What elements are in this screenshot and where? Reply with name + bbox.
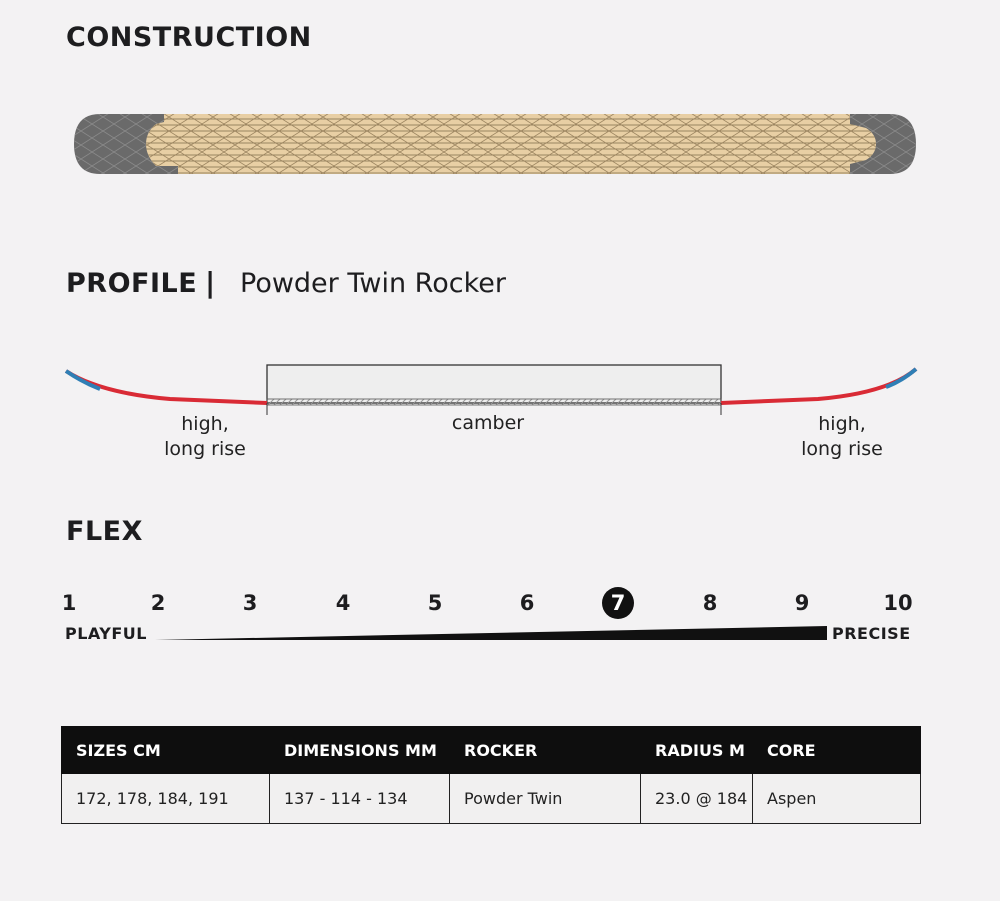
flex-value-8: 8: [702, 591, 718, 615]
header-core: CORE: [753, 727, 921, 774]
profile-heading: PROFILE: [66, 268, 198, 299]
specs-header-row: [62, 727, 921, 774]
table-row: [62, 774, 921, 824]
rise-label-right-line1: high,: [818, 413, 866, 435]
flex-value-2: 2: [150, 591, 166, 615]
profile-separator: |: [205, 266, 216, 299]
flex-value-6: 6: [519, 591, 535, 615]
flex-value-7: 7: [602, 587, 634, 619]
flex-scale: [0, 588, 1000, 618]
cell-core: Aspen: [753, 774, 921, 824]
cell-rocker: Powder Twin: [450, 774, 641, 824]
flex-playful-label: PLAYFUL: [65, 624, 147, 643]
profile-type: Powder Twin Rocker: [240, 268, 506, 299]
header-sizes: SIZES CM: [62, 727, 270, 774]
rise-label-right-line2: long rise: [801, 438, 883, 460]
rise-label-left-line1: high,: [181, 413, 229, 435]
flex-value-10: 10: [883, 591, 913, 615]
flex-value-3: 3: [242, 591, 258, 615]
cell-dimensions: 137 - 114 - 134: [270, 774, 450, 824]
flex-value-1: 1: [61, 591, 77, 615]
rise-label-right: [787, 412, 897, 462]
flex-heading: FLEX: [66, 516, 143, 547]
flex-value-9: 9: [794, 591, 810, 615]
cell-sizes: 172, 178, 184, 191: [62, 774, 270, 824]
header-rocker: ROCKER: [450, 727, 641, 774]
flex-value-4: 4: [335, 591, 351, 615]
construction-ski-illustration: [70, 110, 920, 178]
cell-radius: 23.0 @ 184: [641, 774, 753, 824]
header-dimensions: DIMENSIONS MM: [270, 727, 450, 774]
camber-label: camber: [451, 412, 525, 434]
flex-value-5: 5: [427, 591, 443, 615]
specs-table: [61, 726, 921, 824]
header-radius: RADIUS M: [641, 727, 753, 774]
flex-wedge: [155, 625, 830, 641]
rise-label-left: [150, 412, 260, 462]
construction-heading: CONSTRUCTION: [66, 22, 312, 53]
flex-precise-label: PRECISE: [832, 624, 911, 643]
rise-label-left-line2: long rise: [164, 438, 246, 460]
